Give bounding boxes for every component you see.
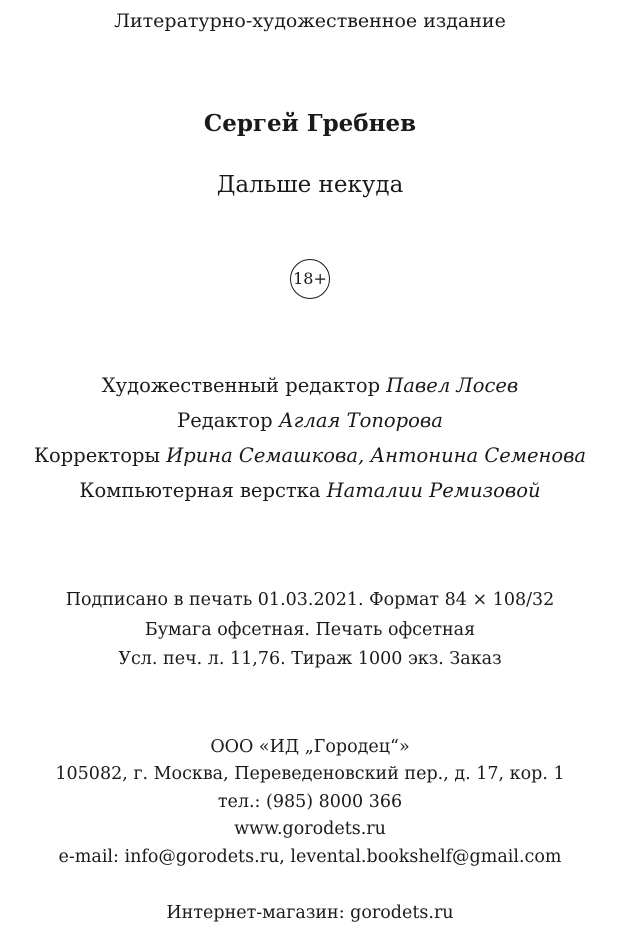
publisher-website: www.gorodets.ru xyxy=(234,819,386,839)
publisher-email: e-mail: info@gorodets.ru, levental.bookshelf@gmail.com xyxy=(58,847,562,867)
age-rating: 18+ xyxy=(290,259,330,299)
imprint-line: Усл. печ. л. 11,76. Тираж 1000 экз. Заказ xyxy=(118,649,502,669)
publisher-name: ООО «ИД „Городец“» xyxy=(210,737,410,757)
credit-name: Ирина Семашкова, Антонина Семенова xyxy=(166,444,587,467)
credit-name: Павел Лосев xyxy=(386,374,519,397)
credit-name: Наталии Ремизовой xyxy=(326,479,541,502)
credit-proofreaders xyxy=(0,444,620,467)
edition-type: Литературно-художественное издание xyxy=(114,10,506,32)
book-author: Сергей Гребнев xyxy=(203,110,417,137)
credit-editor xyxy=(0,409,620,432)
imprint-line: Бумага офсетная. Печать офсетная xyxy=(144,620,476,640)
credit-role: Корректоры xyxy=(33,444,160,467)
book-title: Дальше некуда xyxy=(216,172,404,198)
imprint-line: Подписано в печать 01.03.2021. Формат 84 × 108/32 xyxy=(65,590,555,610)
publisher-address: 105082, г. Москва, Переведеновский пер., д. 17, кор. 1 xyxy=(55,764,565,784)
age-rating-badge xyxy=(0,259,620,299)
credit-art-editor xyxy=(0,374,620,397)
credit-role: Редактор xyxy=(177,409,273,432)
credit-role: Художественный редактор xyxy=(101,374,381,397)
publisher-shop: Интернет-магазин: gorodets.ru xyxy=(166,903,454,923)
credit-role: Компьютерная верстка xyxy=(79,479,321,502)
credit-name: Аглая Топорова xyxy=(278,409,443,432)
publisher-phone: тел.: (985) 8000 366 xyxy=(217,792,403,812)
credit-layout xyxy=(0,479,620,502)
